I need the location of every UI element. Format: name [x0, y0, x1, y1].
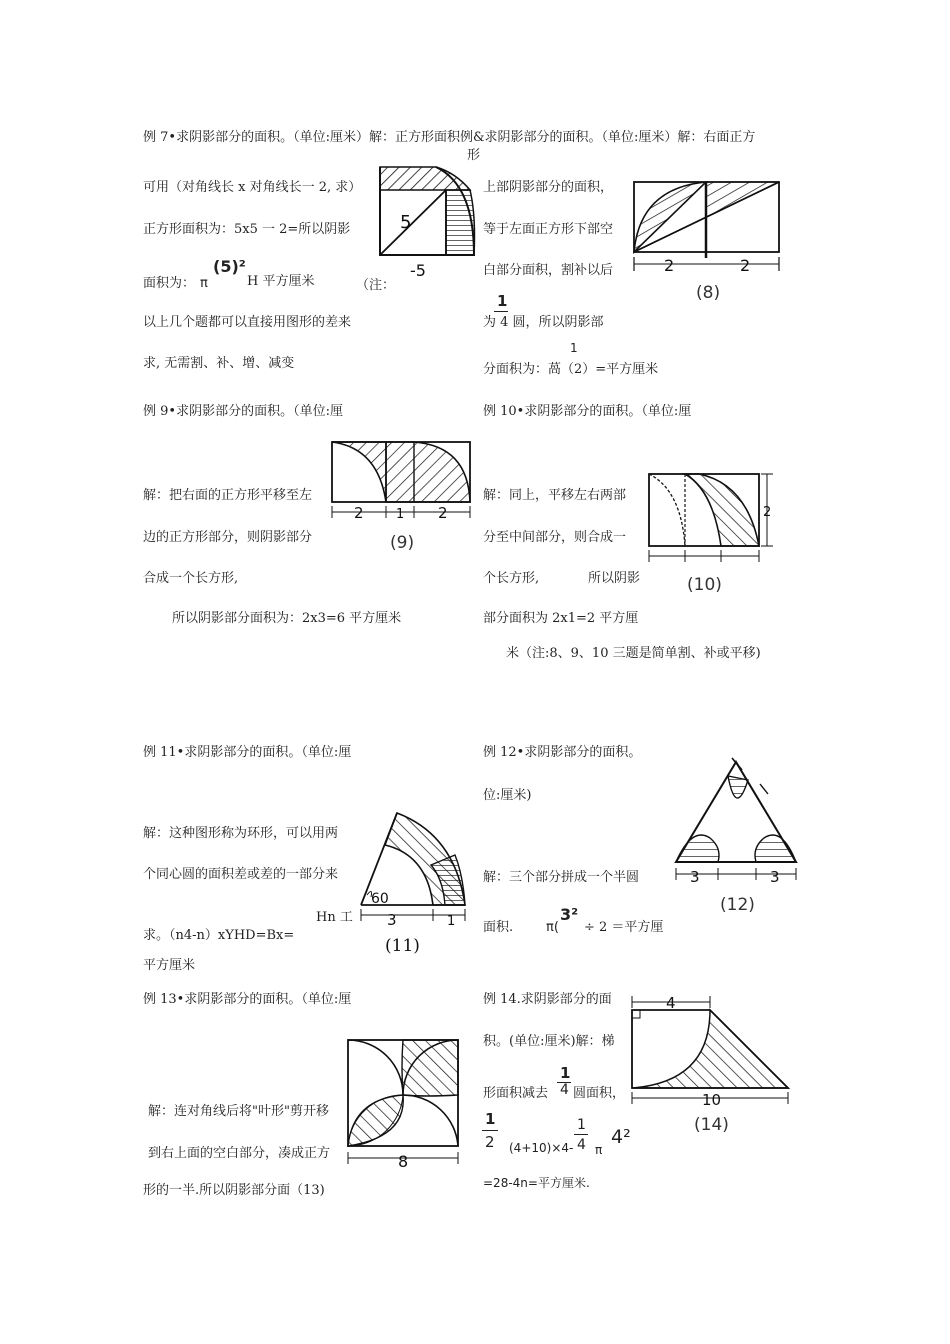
ex10-text-3a: 个长方形,	[483, 571, 540, 586]
fig9-dim-1: 2	[354, 504, 364, 522]
ex14-power: 4²	[611, 1126, 631, 1148]
ex14-text-2a: 形面积减去	[483, 1086, 549, 1101]
fig12-right-shade	[755, 835, 796, 862]
ex14-pi: π	[595, 1143, 603, 1157]
ex14-f2-bar	[574, 1134, 588, 1135]
ex7-text-2: 正方形面积为：5x5 一 2=所以阴影	[143, 222, 351, 237]
ex12-unit: 位:厘米)	[483, 788, 532, 803]
fig10-caption: (10)	[687, 575, 722, 595]
ex12-text-2b: ÷ 2 ＝平方厘	[584, 920, 664, 935]
fig8-dim-left: 2	[664, 256, 675, 275]
ex8-sup: 1	[570, 341, 578, 355]
ex9-text-1: 解：把右面的正方形平移至左	[143, 488, 313, 503]
fig12-dim-right: 3	[770, 868, 780, 886]
ex8-text-1: 上部阴影部分的面积，	[483, 180, 614, 195]
ex12-power: 3²	[560, 905, 579, 924]
ex11-title: 例 11•求阴影部分的面积。（单位:厘	[143, 745, 352, 760]
fig14-caption: (14)	[694, 1115, 729, 1135]
ex7-text-1: 可用（对角线长 x 对角线长一 2, 求）	[143, 180, 362, 195]
fig9-dim-2: 1	[396, 507, 405, 522]
fig14-dim-bottom: 10	[702, 1091, 722, 1109]
fig11-angle: 60	[371, 891, 389, 907]
fig9-right-shade	[386, 442, 470, 502]
fig11-dim-a: 3	[387, 911, 397, 929]
fig12-caption: (12)	[720, 895, 755, 915]
ex8-text-2: 等于左面正方形下部空	[483, 222, 614, 237]
ex11-side-note: Hn 工	[316, 910, 353, 925]
figure-10	[645, 470, 780, 598]
figure-8	[630, 178, 785, 303]
fig13-dim: 8	[398, 1152, 409, 1171]
ex12-pi: π(	[546, 920, 559, 935]
ex13-text-1: 解：连对角线后将"叶形"剪开移	[148, 1104, 329, 1119]
figure-13	[345, 1037, 463, 1172]
ex14-f1-bar	[482, 1130, 498, 1131]
fig12-top-shade	[728, 776, 748, 798]
ex14-f1-den: 2	[485, 1133, 495, 1151]
ex13-title: 例 13•求阴影部分的面积。（单位:厘	[143, 992, 352, 1007]
fig8-dim-right: 2	[740, 256, 751, 275]
fig13-top-shade	[402, 1040, 458, 1096]
fig7-label-side: 5	[400, 212, 412, 233]
ex10-title: 例 10•求阴影部分的面积。（单位:厘	[483, 404, 692, 419]
ex8-text-4: 为 4 圆，所以阴影部	[483, 315, 604, 330]
figure-9	[330, 440, 475, 552]
ex9-text-2: 边的正方形部分，则阴影部分	[143, 530, 313, 545]
fig11-caption: (11)	[385, 936, 420, 956]
ex8-text-3: 白部分面积，割补以后	[483, 263, 614, 278]
fig10-dim-side: 2	[763, 505, 772, 520]
ex11-text-3: 求。（n4-n）xYHD=Bx=	[143, 928, 295, 943]
fig7-label-bottom: -5	[410, 261, 426, 280]
ex14-text-1: 积。(单位:厘米)解：梯	[483, 1034, 615, 1049]
ex7-power: (5)²	[213, 257, 246, 276]
ex7-header: 例 7•求阴影部分的面积。（单位:厘米）解：正方形面积例&求阴影部分的面积。（单位:厘米）解：右面正方	[143, 130, 756, 145]
figure-14	[628, 992, 798, 1142]
ex8-fraction-num: 1	[497, 292, 508, 310]
ex13-text-2: 到右上面的空白部分，凑成正方	[148, 1146, 331, 1161]
ex11-text-2: 个同心圆的面积差或差的一部分来	[143, 867, 339, 882]
ex7-text-6: 求, 无需割、补、增、减变	[143, 356, 295, 371]
ex14-title: 例 14.求阴影部分的面	[483, 992, 612, 1007]
ex14-f2-den: 4	[577, 1137, 586, 1153]
ex9-title: 例 9•求阴影部分的面积。（单位:厘	[143, 404, 343, 419]
figure-12	[670, 758, 815, 918]
ex7-text-4: H 平方厘米	[247, 274, 315, 289]
ex10-text-1: 解：同上，平移左右两部	[483, 488, 627, 503]
ex10-text-2: 分至中间部分，则合成一	[483, 530, 627, 545]
ex14-frac-den: 4	[560, 1082, 569, 1098]
ex9-text-4: 所以阴影部分面积为：2x3=6 平方厘米	[172, 611, 402, 626]
fig10-shade	[685, 474, 759, 546]
fig7-top-shade	[380, 167, 470, 190]
ex9-text-3: 合成一个长方形,	[143, 571, 239, 586]
ex14-frac-num: 1	[560, 1064, 571, 1082]
fig9-caption: (9)	[390, 533, 415, 553]
ex14-result: =28-4n=平方厘米.	[483, 1176, 590, 1190]
ex7-header-wrap: 形	[467, 148, 481, 163]
fig7-side-shade	[446, 190, 475, 255]
fig14-dim-top: 4	[666, 994, 676, 1012]
ex12-text-2a: 面积.	[483, 920, 514, 935]
ex7-text-5: 以上几个题都可以直接用图形的差来	[143, 315, 352, 330]
fig14-shade	[632, 1010, 788, 1088]
ex10-text-5: 米（注:8、9、10 三题是简单割、补或平移)	[506, 646, 761, 661]
ex10-text-4: 部分面积为 2x1=2 平方厘	[483, 611, 639, 626]
ex14-expr: (4+10)×4-	[509, 1141, 574, 1155]
fig11-dim-b: 1	[447, 914, 456, 929]
ex11-text-1: 解：这种图形称为环形，可以用两	[143, 826, 339, 841]
fig8-caption: (8)	[696, 283, 721, 303]
ex13-text-3: 形的一半.所以阴影部分面（13)	[143, 1183, 325, 1198]
ex8-text-5: 分面积为：萵（2）=平方厘米	[483, 362, 659, 377]
fig12-dim-left: 3	[690, 868, 700, 886]
fig9-left-shade	[332, 442, 386, 502]
ex14-f2-num: 1	[577, 1117, 586, 1133]
fig13-leaf-shade	[348, 1095, 403, 1146]
ex7-pi: π	[200, 276, 208, 291]
figure-7	[378, 165, 478, 280]
ex8-fraction-bar	[494, 311, 508, 312]
fig9-dim-3: 2	[438, 504, 448, 522]
fig8-left-shade	[634, 182, 706, 252]
ex12-text-1: 解：三个部分拼成一个半圆	[483, 870, 640, 885]
figure-11	[355, 805, 470, 955]
ex14-text-2b: 圆面积，	[573, 1086, 626, 1101]
ex14-f1-num: 1	[485, 1110, 496, 1128]
fig12-left-shade	[676, 835, 719, 862]
ex7-note: （注：	[356, 278, 396, 293]
ex10-text-3b: 所以阴影	[588, 571, 641, 586]
ex7-text-3: 面积为：	[143, 276, 196, 291]
ex11-text-4: 平方厘米	[143, 958, 196, 973]
ex12-title: 例 12•求阴影部分的面积。	[483, 745, 642, 760]
